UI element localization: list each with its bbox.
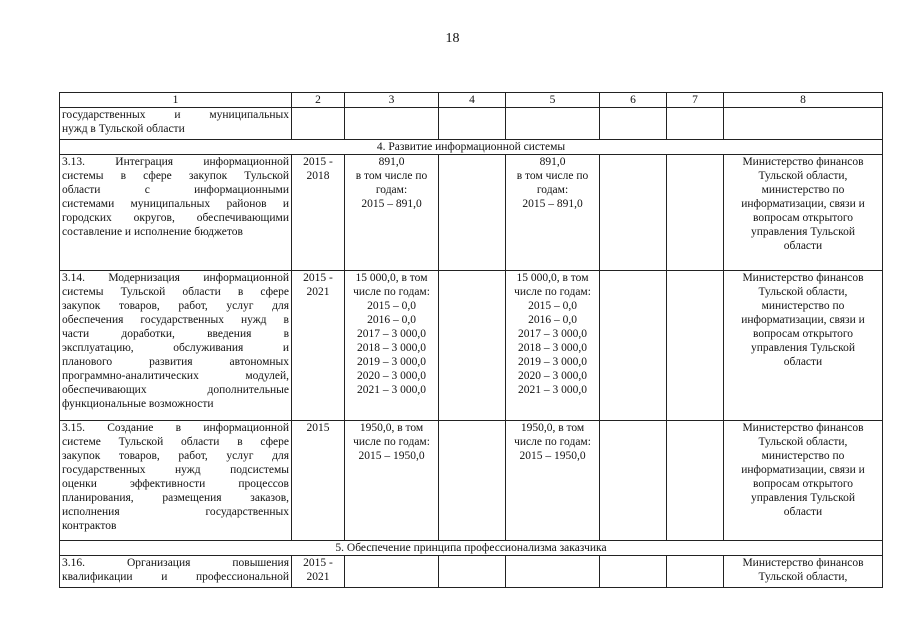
table-row [60,421,883,541]
text-line: планирования, размещения заказов, [62,492,289,504]
responsible-cell [724,556,883,588]
text-line: числе по годам: [353,286,430,298]
empty-cell [600,271,667,421]
text-line: 2015 - [303,156,333,168]
column-header-2: 2 [292,93,345,108]
text-line: функциональные возможности [62,398,214,410]
text-line: Министерство финансов [742,422,864,434]
text-line: 15 000,0, в том [516,272,589,284]
text-line: 3.15. Создание в информационной [62,422,289,434]
text-line: управления Тульской [750,342,856,354]
text-line: 891,0 [539,156,566,168]
text-line: государственных нужд подсистемы [62,464,289,476]
empty-cell [667,271,724,421]
text-line: планового развития автономных [62,356,289,368]
section-row [60,140,883,155]
text-line: 2015 – 891,0 [522,198,583,210]
text-line: вопросам открытого [752,328,854,340]
column-header-6: 6 [600,93,667,108]
measures-table [59,92,883,588]
text-line: системами муниципальных районов и [62,198,289,210]
period-cell [292,155,345,271]
text-line: закупок товаров, работ, услуг для [62,300,289,312]
text-line: 2020 – 3 000,0 [518,370,587,382]
table-row [60,556,883,588]
measure-name-cell [60,108,292,140]
text-line: закупок товаров, работ, услуг для [62,450,289,462]
text-line: 2015 – 891,0 [361,198,422,210]
measure-name-cell [60,155,292,271]
empty-cell [439,271,506,421]
empty-cell [439,421,506,541]
empty-cell [600,155,667,271]
text-line: вопросам открытого [752,478,854,490]
column-header-3: 3 [345,93,439,108]
text-line: 2019 – 3 000,0 [518,356,587,368]
text-line: управления Тульской [750,492,856,504]
period-cell [292,556,345,588]
empty-cell [667,421,724,541]
text-line: Тульской области, [758,170,848,182]
measure-name-cell [60,421,292,541]
section-title: 4. Развитие информационной системы [60,140,883,155]
text-line: 2021 [306,286,330,298]
responsible-cell [724,155,883,271]
empty-cell [439,556,506,588]
text-line: области [783,240,823,252]
text-line: обеспечения государственных нужд в [62,314,289,326]
text-line: эксплуатацию, обслуживания и [62,342,289,354]
empty-cell [345,108,439,140]
text-line: области [783,356,823,368]
text-line: 3.13. Интеграция информационной [62,156,289,168]
text-line: числе по годам: [514,436,591,448]
text-line: 2021 – 3 000,0 [518,384,587,396]
text-line: 3.16. Организация повышения [62,557,289,569]
text-line: 15 000,0, в том [355,272,428,284]
text-line: 2021 [306,571,330,583]
text-line: 2015 – 0,0 [367,300,416,312]
text-line: 2015 – 1950,0 [519,450,586,462]
text-line: министерство по [761,300,845,312]
text-line: 2019 – 3 000,0 [357,356,426,368]
section-row [60,541,883,556]
period-cell [292,421,345,541]
total-funding-cell [345,421,439,541]
table-row [60,155,883,271]
header-row [60,93,883,108]
text-line: 2016 – 0,0 [528,314,577,326]
text-line: 2015 [306,422,330,434]
empty-cell [667,108,724,140]
text-line: системы в сфере закупок Тульской [62,170,289,182]
text-line: 2020 – 3 000,0 [357,370,426,382]
empty-cell [439,108,506,140]
text-line: в том числе по [355,170,428,182]
empty-cell [600,421,667,541]
text-line: 2015 - [303,557,333,569]
column-header-5: 5 [506,93,600,108]
text-line: 2015 – 1950,0 [358,450,425,462]
text-line: городских округов, обеспечивающими [62,212,289,224]
empty-cell [506,108,600,140]
text-line: управления Тульской [750,226,856,238]
text-line: квалификации и профессиональной [62,571,289,583]
text-line: государственных и муниципальных [62,109,289,121]
text-line: годам: [536,184,569,196]
regional-funding-cell [506,271,600,421]
text-line: составление и исполнение бюджетов [62,226,243,238]
text-line: 2017 – 3 000,0 [518,328,587,340]
empty-cell [345,556,439,588]
text-line: Министерство финансов [742,272,864,284]
text-line: информатизации, связи и [741,464,865,476]
section-title: 5. Обеспечение принципа профессионализма заказчика [60,541,883,556]
responsible-cell [724,271,883,421]
column-header-7: 7 [667,93,724,108]
text-line: контрактов [62,520,117,532]
text-line: Министерство финансов [742,156,864,168]
text-line: Тульской области, [758,286,848,298]
text-line: Тульской области, [758,571,848,583]
empty-cell [600,108,667,140]
text-line: 2018 – 3 000,0 [518,342,587,354]
text-line: области [783,506,823,518]
regional-funding-cell [506,421,600,541]
text-line: 2018 – 3 000,0 [357,342,426,354]
text-line: информатизации, связи и [741,198,865,210]
text-line: области с информационными [62,184,289,196]
total-funding-cell [345,271,439,421]
text-line: министерство по [761,450,845,462]
empty-cell [600,556,667,588]
text-line: системе Тульской области в сфере [62,436,289,448]
continuation-row [60,108,883,140]
text-line: части доработки, введения в [62,328,289,340]
text-line: 2015 – 0,0 [528,300,577,312]
total-funding-cell [345,155,439,271]
column-header-1: 1 [60,93,292,108]
empty-cell [292,108,345,140]
text-line: обеспечивающих дополнительные [62,384,289,396]
text-line: системы Тульской области в сфере [62,286,289,298]
empty-cell [667,155,724,271]
empty-cell [439,155,506,271]
text-line: оценки эффективности процессов [62,478,289,490]
text-line: исполнения государственных [62,506,289,518]
text-line: в том числе по [516,170,589,182]
text-line: 1950,0, в том [520,422,585,434]
text-line: годам: [375,184,408,196]
table-row [60,271,883,421]
column-header-4: 4 [439,93,506,108]
text-line: нужд в Тульской области [62,123,185,135]
empty-cell [667,556,724,588]
text-line: программно-аналитических модулей, [62,370,289,382]
measure-name-cell [60,271,292,421]
text-line: 2016 – 0,0 [367,314,416,326]
text-line: числе по годам: [514,286,591,298]
empty-cell [724,108,883,140]
page-number: 18 [445,31,460,46]
text-line: 2015 - [303,272,333,284]
text-line: 891,0 [378,156,405,168]
measure-name-cell [60,556,292,588]
empty-cell [506,556,600,588]
text-line: Тульской области, [758,436,848,448]
text-line: 2017 – 3 000,0 [357,328,426,340]
text-line: 2021 – 3 000,0 [357,384,426,396]
period-cell [292,271,345,421]
text-line: информатизации, связи и [741,314,865,326]
text-line: 1950,0, в том [359,422,424,434]
column-header-8: 8 [724,93,883,108]
text-line: министерство по [761,184,845,196]
regional-funding-cell [506,155,600,271]
text-line: числе по годам: [353,436,430,448]
text-line: вопросам открытого [752,212,854,224]
text-line: Министерство финансов [742,557,864,569]
text-line: 2018 [306,170,330,182]
text-line: 3.14. Модернизация информационной [62,272,289,284]
responsible-cell [724,421,883,541]
